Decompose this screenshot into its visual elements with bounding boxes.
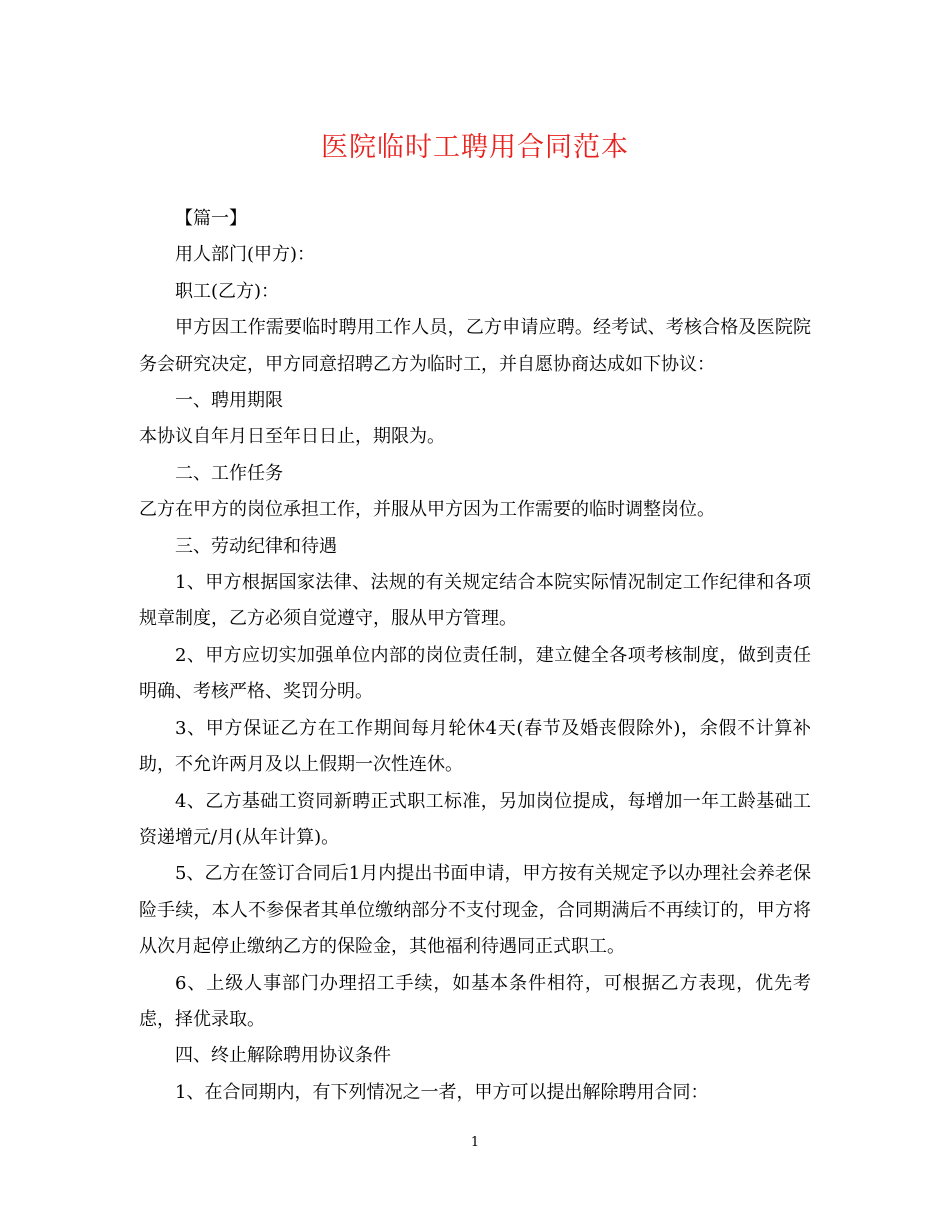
paragraph: 职工(乙方)： [175, 280, 280, 302]
paragraph: 1、在合同期内，有下列情况之一者，甲方可以提出解除聘用合同： [175, 1081, 709, 1103]
paragraph: 6、上级人事部门办理招工手续，如基本条件相符，可根据乙方表现，优先考虑，择优录取。 [139, 972, 811, 1030]
paragraph: 二、工作任务 [175, 462, 283, 484]
paragraph: 乙方在甲方的岗位承担工作，并服从甲方因为工作需要的临时调整岗位。 [139, 499, 715, 521]
paragraph: 3、甲方保证乙方在工作期间每月轮休4天(春节及婚丧假除外)，余假不计算补助，不允许两月及以上假期一次性连休。 [139, 717, 811, 776]
paragraph: 一、聘用期限 [175, 390, 283, 412]
page-number: 1 [470, 1135, 480, 1150]
document-body [139, 201, 811, 1111]
paragraph: 本协议自年月日至年日日止，期限为。 [139, 426, 445, 448]
paragraph: 1、甲方根据国家法律、法规的有关规定结合本院实际情况制定工作纪律和各项规章制度，乙方必须自觉遵守，服从甲方管理。 [139, 572, 811, 630]
paragraph: 用人部门(甲方)： [175, 244, 316, 266]
paragraph: 【篇一】 [175, 208, 247, 229]
paragraph: 2、甲方应切实加强单位内部的岗位责任制，建立健全各项考核制度，做到责任明确、考核严格、奖罚分明。 [139, 644, 811, 703]
paragraph: 4、乙方基础工资同新聘正式职工标准，另加岗位提成，每增加一年工龄基础工资递增元/月(从年计算)。 [139, 790, 811, 848]
paragraph: 四、终止解除聘用协议条件 [175, 1045, 391, 1067]
paragraph: 三、劳动纪律和待遇 [175, 535, 337, 557]
paragraph: 5、乙方在签订合同后1月内提出书面申请，甲方按有关规定予以办理社会养老保险手续，本人不参保者其单位缴纳部分不支付现金，合同期满后不再续订的，甲方将从次月起停止缴纳乙方的保险金，其他福利待遇同正式职工。 [139, 863, 811, 958]
document-title: 医院临时工聘用合同范本 [321, 132, 629, 163]
paragraph: 甲方因工作需要临时聘用工作人员，乙方申请应聘。经考试、考核合格及医院院务会研究决定，甲方同意招聘乙方为临时工，并自愿协商达成如下协议： [139, 317, 811, 375]
